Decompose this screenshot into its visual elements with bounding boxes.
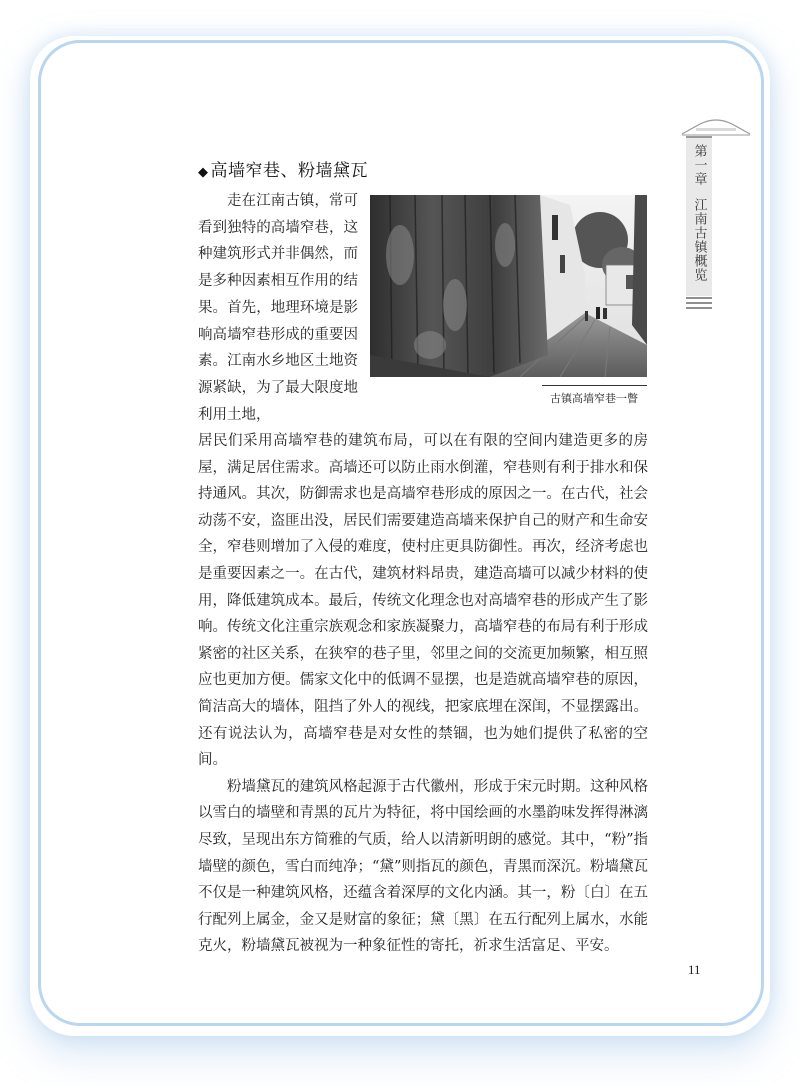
body-text [198,428,648,960]
lane-photo-image [370,195,647,377]
caption-rule [542,385,647,386]
chapter-number: 第一章 [691,144,707,186]
lane-photo [370,195,647,377]
diamond-bullet-icon: ◆ [198,165,209,180]
paragraph-1-continued: 居民们采用高墙窄巷的建筑布局，可以在有限的空间内建造更多的房屋，满足居住需求。高墙还可以防止雨水倒灌，窄巷则有利于排水和保持通风。其次，防御需求也是高墙窄巷形成的原因之一。在古代，社会动荡不安，盗匪出没，居民们需要建造高墙来保护自己的财产和生命安全，窄巷则增加了入侵的难度，使村庄更具防御性。再次，经济考虑也是重要因素之一。在古代，建筑材料昂贵，建造高墙可以减少材料的使用，降低建筑成本。最后，传统文化理念也对高墙窄巷的形成产生了影响。传统文化注重宗族观念和家族凝聚力，高墙窄巷的布局有利于形成紧密的社区关系，在狭窄的巷子里，邻里之间的交流更加频繁，相互照应也更加方便。儒家文化中的低调不显摆，也是造就高墙窄巷的原因，简洁高大的墙体，阻挡了外人的视线，把家底埋在深闺，不显摆露出。还有说法认为，高墙窄巷是对女性的禁锢，也为她们提供了私密的空间。 [198,433,648,769]
paragraph-2: 粉墙黛瓦的建筑风格起源于古代徽州，形成于宋元时期。这种风格以雪白的墙壁和青黑的瓦片为特征，将中国绘画的水墨韵味发挥得淋漓尽致，呈现出东方简雅的气质，给人以清新明朗的感觉。其中，“粉”指墙壁的颜色，雪白而纯净；“黛”则指瓦的颜色，青黑而深沉。粉墙黛瓦不仅是一种建筑风格，还蕴含着深厚的文化内涵。其一，粉〔白〕在五行配列上属金，金又是财富的象征；黛〔黑〕在五行配列上属水，水能克火，粉墙黛瓦被视为一种象征性的寄托，祈求生活富足、平安。 [198,778,648,955]
roof-ornament-icon [680,118,752,138]
chapter-side-tab [686,136,712,296]
photo-caption: 古镇高墙窄巷一瞥 [550,392,638,405]
section-title-text: 高墙窄巷、粉墙黛瓦 [210,161,368,181]
page-number: 11 [688,962,701,977]
chapter-title: 江南古镇概览 [691,198,707,282]
wrapped-paragraph [198,188,358,428]
side-tab-lines [686,297,712,312]
section-heading [198,156,368,181]
paragraph-1-start: 走在江南古镇，常可看到独特的高墙窄巷，这种建筑形式并非偶然，而是多种因素相互作用的结果。首先，地理环境是影响高墙窄巷形成的重要因素。江南水乡地区土地资源紧缺，为了最大限度地利用土地， [198,193,358,423]
